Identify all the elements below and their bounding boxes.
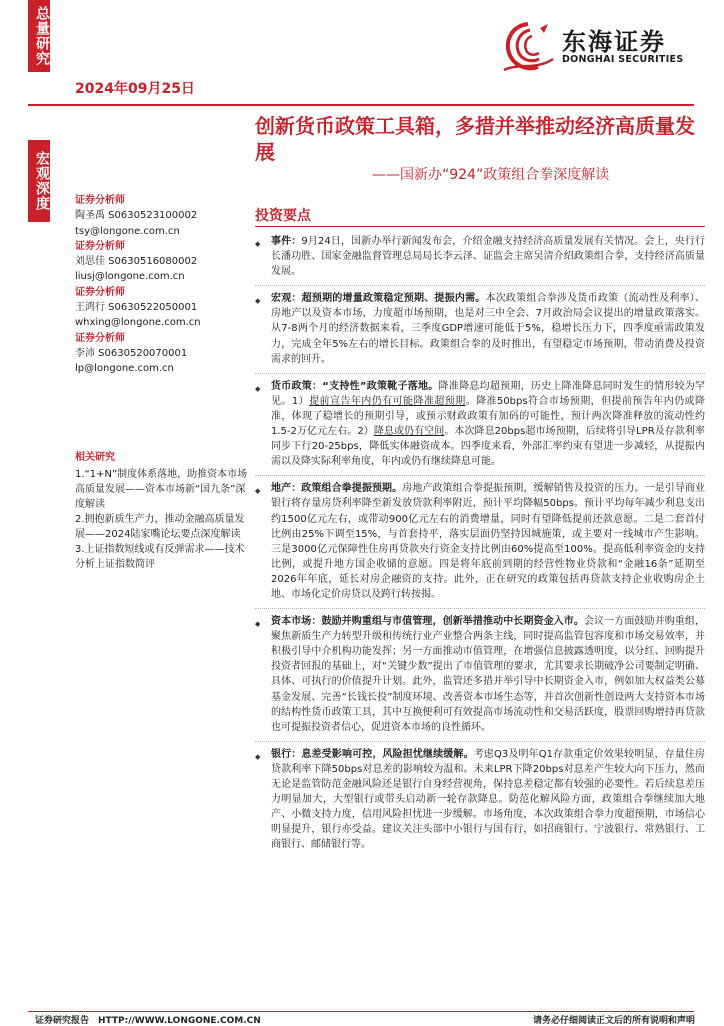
- key-point-underline: 提前宣告年内仍有可能降准超预期: [309, 395, 466, 407]
- analyst-email: whxing@longone.com.cn: [75, 317, 201, 329]
- analyst-label: 证券分析师: [75, 240, 125, 252]
- logo-emblem-icon: [500, 20, 556, 76]
- analyst-name: 刘思佳 S0630516080002: [75, 256, 198, 268]
- analyst-entry: [75, 193, 245, 239]
- section-rule: [255, 226, 705, 227]
- key-point-body: 会议一方面鼓励并购重组，聚焦新质生产力转型升级和传统行业产业整合两条主线，同时提高监管包容度和市场交易效率，并积极引导中介机构功能发挥；另一方面推动市值管理，在增强信息披露透明度，以分红、回购提升投资者回报的基础上，对“关键少数”提出了市值管理的要求，尤其要求长期破净公司要制定明确、具体、可执行的价值提升计划。此外，监管还多措并举引导中长期资金入市，例如加大权益类公募基金发展、完善“长钱长投”制度环境、改善资本市场生态等，并首次创新性创设两大支持资本市场的结构性货币政策工具，其中互换便利可有效提高市场流动性和交易活跃度，股票回购增持再贷款也可提振投资者信心，促进资本市场的良性循环。: [271, 616, 706, 733]
- key-point: [255, 747, 705, 853]
- key-points: [255, 234, 705, 852]
- key-point-underline: 降息或仍有空间: [373, 426, 445, 438]
- related-label: 相关研究: [75, 452, 115, 463]
- analyst-label: 证券分析师: [75, 286, 125, 298]
- key-point-lead: 地产：政策组合拳提振预期。: [271, 483, 403, 495]
- related-item: 3.上证指数短线或有反弹需求——技术分析上证指数简评: [75, 544, 245, 570]
- key-point: [255, 234, 705, 279]
- report-date: 2024年09月25日: [75, 81, 195, 97]
- related-item: 1.“1+N”制度体系落地，助推资本市场高质量发展——资本市场新“国九条”深度解读: [75, 469, 248, 510]
- analyst-list: [75, 193, 245, 377]
- footer-rule: [28, 1011, 694, 1012]
- category-tag: 宏观深度: [28, 140, 50, 222]
- key-point-lead: 宏观：超预期的增量政策稳定预期、提振内需。: [271, 293, 486, 305]
- related-research: [75, 450, 250, 572]
- diamond-bullet-icon: ◆: [255, 384, 261, 393]
- section-title: 投资要点: [255, 208, 311, 224]
- report-title: 创新货币政策工具箱，多措并举推动经济高质量发展: [255, 114, 695, 164]
- footer-right: 请务必仔细阅读正文后的所有说明和声明: [532, 1016, 695, 1026]
- key-point-lead: 事件：: [271, 236, 302, 247]
- related-item: 2.拥抱新质生产力，推动金融高质量发展——2024陆家嘴论坛要点深度解读: [75, 514, 245, 540]
- dotted-divider: [255, 285, 705, 286]
- dotted-divider: [255, 608, 705, 609]
- diamond-bullet-icon: ◆: [255, 752, 261, 761]
- dotted-divider: [255, 373, 705, 374]
- company-logo: [500, 18, 700, 78]
- key-point-lead: 银行：息差受影响可控，风险担忧继续缓解。: [271, 748, 474, 760]
- diamond-bullet-icon: ◆: [255, 487, 261, 496]
- page-footer: [35, 1013, 695, 1026]
- analyst-email: tsy@longone.com.cn: [75, 225, 180, 237]
- key-point-body: 9月24日，国新办举行新闻发布会，介绍金融支持经济高质量发展有关情况。会上，央行行长潘功胜、国家金融监督管理总局局长李云泽、证监会主席吴清介绍政策组合拳，支持经济高质量发展。: [271, 236, 706, 278]
- analyst-label: 证券分析师: [75, 332, 125, 344]
- analyst-email: lp@longone.com.cn: [75, 363, 174, 375]
- key-point: [255, 291, 705, 366]
- diamond-bullet-icon: ◆: [255, 620, 261, 629]
- key-point: [255, 379, 705, 470]
- logo-en: DONGHAI SECURITIES: [562, 54, 684, 65]
- key-point: [255, 614, 705, 735]
- analyst-name: 陶圣禹 S0630523100002: [75, 210, 198, 222]
- diamond-bullet-icon: ◆: [255, 297, 261, 306]
- footer-left: 证券研究报告 HTTP://WWW.LONGONE.COM.CN: [35, 1016, 261, 1026]
- key-point-body: 本次政策组合拳涉及货币政策（流动性及利率）、房地产以及资本市场，力度超市场预期，也是对三中全会、7月政治局会议提出的增量政策落实。从7-8两个月的经济数据来看，三季度GDP增速可能低于5%，稳增长压力下，四季度亟需政策发力，完成全年5%左右的增长目标。政策组合拳的及时推出，有望稳定市场预期，带动消费及投资需求的回升。: [271, 293, 705, 365]
- report-subtitle: ——国新办“924”政策组合拳深度解读: [372, 167, 610, 183]
- key-point-body: 考虑Q3及明年Q1存款重定价效果较明显，存量住房贷款利率下降50bps对息差的影响较为温和。未来LPR下降20bps对息差产生较大向下压力，然而无论是监管防范金融风险还是银行自身经营视角，保持息差稳定都有较强的必要性。若后续息差压力明显加大，大型银行或带头启动新一轮存款降息。防范化解风险方面，政策组合拳继续加大地产、小微支持力度，信用风险担忧进一步缓解。市场角度，本次政策组合拳力度超预期，市场信心明显提升，银行亦受益。建议关注头部中小银行与国有行，如招商银行、宁波银行、常熟银行、工商银行、邮储银行等。: [271, 748, 706, 851]
- key-point-lead: 货币政策：“支持性”政策靴子落地。: [271, 380, 439, 392]
- key-point-body: 。降准50bps符合市场预期，但提前预告年内仍或降准，体现了稳增长的预期引导，或预示财政政策有加码的可能性，预计两次降准释放的流动性约1.5-2万亿元左右。2）: [271, 395, 705, 438]
- diamond-bullet-icon: ◆: [255, 240, 261, 248]
- analyst-entry: [75, 285, 245, 331]
- key-point-lead: 资本市场：鼓励并购重组与市值管理，创新举措推动中长期资金入市。: [271, 616, 584, 628]
- key-point: [255, 481, 705, 602]
- analyst-entry: [75, 239, 245, 285]
- analyst-email: liusj@longone.com.cn: [75, 271, 185, 283]
- dotted-divider: [255, 741, 705, 742]
- header-rule: [28, 104, 694, 106]
- analyst-entry: [75, 331, 245, 377]
- dotted-divider: [255, 475, 705, 476]
- logo-cn: 东海证券: [562, 28, 666, 56]
- analyst-label: 证券分析师: [75, 195, 125, 206]
- analyst-name: 王鸿行 S0630522050001: [75, 302, 198, 314]
- key-point-body: 降准降息均超预期，历史上降准降息同时发生的情形较为罕见。1）: [271, 380, 706, 407]
- key-point-body: 。本次降息20bps超市场预期，后续将引导LPR及存款利率同步下行20-25bps，降低实体融资成本。四季度来看，外部汇率约束有望进一步减轻，从提振内需以及降实际利率角度，年内或仍有继续降息可能。: [271, 426, 705, 468]
- report-type-tag: 总量研究: [28, 0, 50, 72]
- key-point-body: 房地产政策组合拳提振预期，缓解销售及投资的压力。一是引导商业银行将存量房贷利率降至新发放贷款利率附近，预计平均降幅50bps。预计平均每年减少利息支出约1500亿元左右，或带动900亿元左右的消费增量，同时有望降低提前还款意愿。二是二套首付比例由25%下调至15%，与首套持平，落实层面仍坚持因城施策，或主要对一线城市产生影响。三是3000亿元保障性住房再贷款央行资金支持比例由60%提高至100%。提高低利率资金的支持比例，或提升地方国企收储的意愿。四是将年底前到期的经营性物业贷款和“金融16条”延期至2026年年底，延长对房企融资的支持。此外，正在研究的政策包括再贷款支持企业收购房企土地、市场化定价房贷以及跨行转按揭。: [271, 483, 706, 600]
- analyst-name: 李沛 S0630520070001: [75, 347, 188, 359]
